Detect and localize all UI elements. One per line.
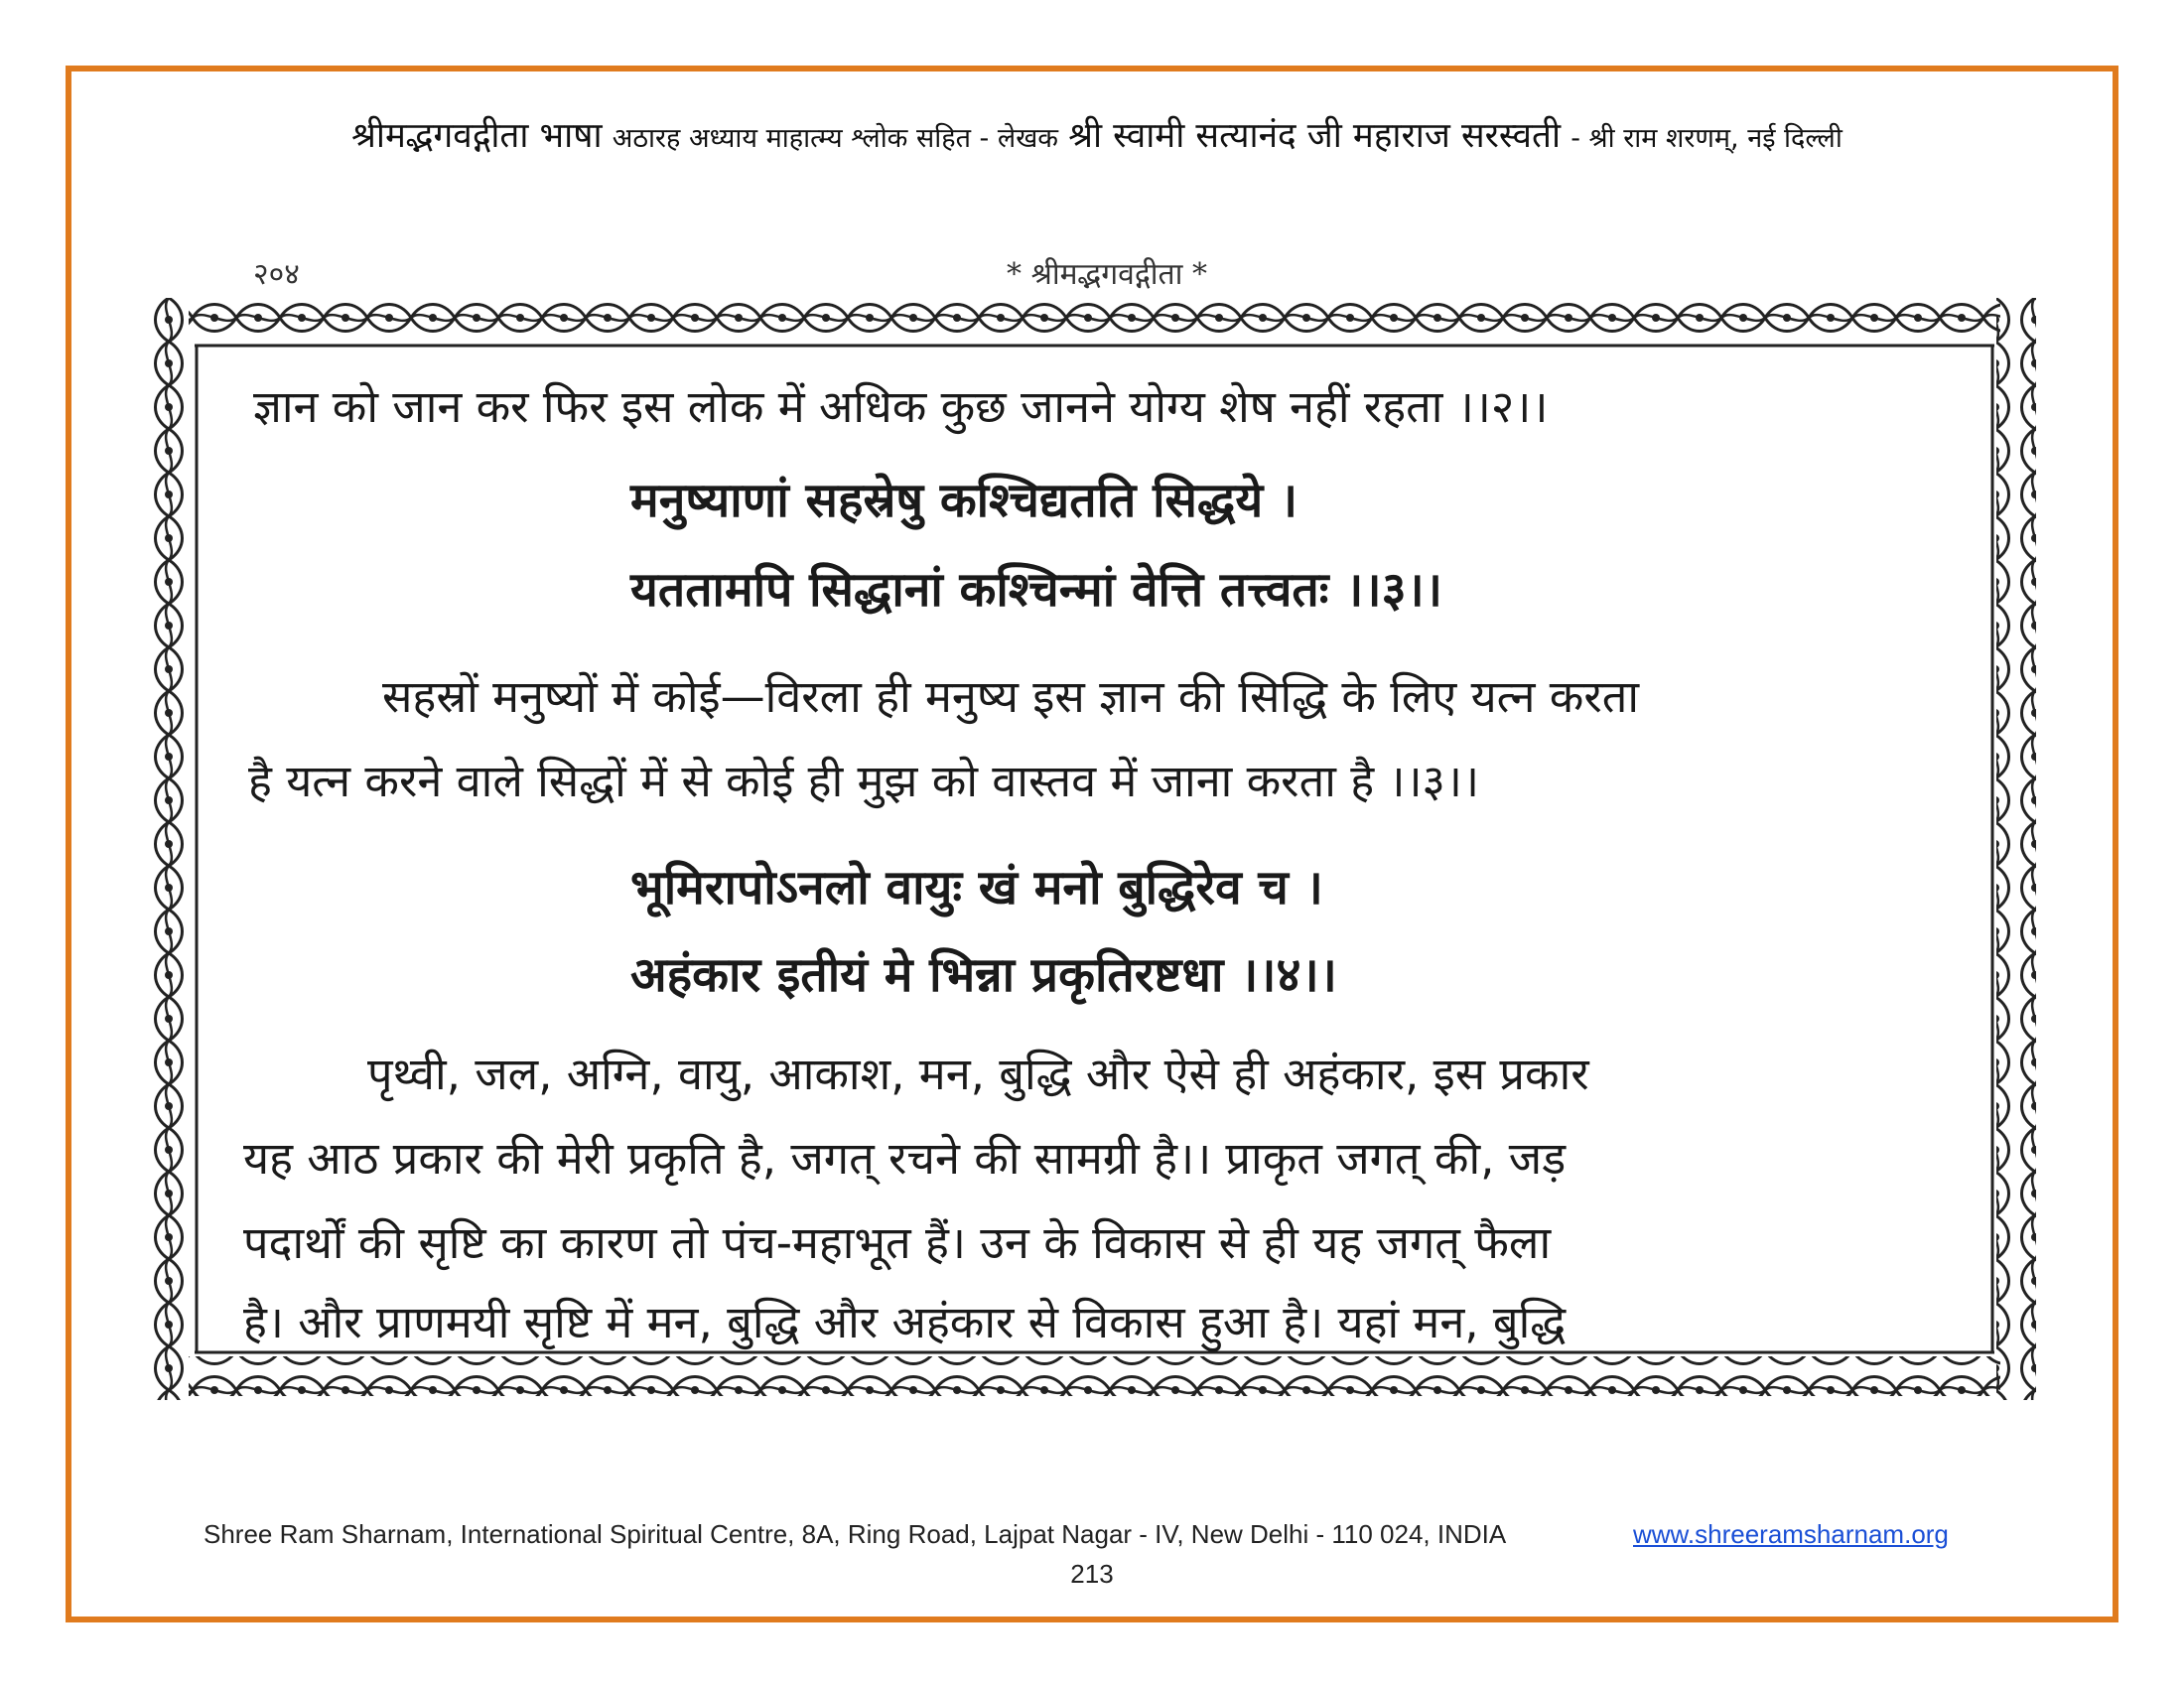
page-number: 213: [1070, 1559, 1114, 1589]
prose-line: है। और प्राणमयी सृष्टि में मन, बुद्धि और अहंकार से विकास हुआ है। यहां मन, बुद्धि: [243, 1296, 1567, 1348]
prose-line: ज्ञान को जान कर फिर इस लोक में अधिक कुछ जानने योग्य शेष नहीं रहता ।।२।।: [253, 380, 1549, 433]
publisher-name: - श्री राम शरणम्, नई दिल्ली: [1570, 123, 1843, 154]
prose-line: सहस्रों मनुष्यों में कोई—विरला ही मनुष्य इस ज्ञान की सिद्धि के लिए यत्न करता: [382, 670, 1640, 723]
prose-line: यह आठ प्रकार की मेरी प्रकृति है, जगत् रचने की सामग्री है।। प्राकृत जगत् की, जड़: [243, 1132, 1567, 1185]
book-title: श्रीमद्भगवद्गीता भाषा: [351, 116, 603, 156]
verse-line: भूमिरापोऽनलो वायुः खं मनो बुद्धिरेव च ।: [630, 860, 1323, 915]
document-header: [109, 111, 2085, 158]
website-link[interactable]: www.shreeramsharnam.org: [1633, 1519, 1949, 1549]
verse-line: यततामपि सिद्धानां कश्चिन्मां वेत्ति तत्त्वतः ।।३।।: [630, 562, 1442, 618]
book-subtitle: अठारह अध्याय माहात्म्य श्लोक सहित - लेखक: [612, 123, 1059, 154]
scan-page-number: २०४: [253, 257, 300, 292]
scanned-page: [149, 298, 2040, 1400]
author-name: श्री स्वामी सत्यानंद जी महाराज सरस्वती: [1068, 116, 1562, 156]
scan-running-title: * श्रीमद्भगवद्गीता *: [1007, 257, 1207, 292]
scan-content: [149, 298, 2040, 1400]
prose-line: पदार्थों की सृष्टि का कारण तो पंच-महाभूत हैं। उन के विकास से ही यह जगत् फैला: [243, 1216, 1552, 1269]
prose-line: पृथ्वी, जल, अग्नि, वायु, आकाश, मन, बुद्धि और ऐसे ही अहंकार, इस प्रकार: [367, 1048, 1589, 1100]
prose-line: है यत्न करने वाले सिद्धों में से कोई ही मुझ को वास्तव में जाना करता है ।।३।।: [248, 755, 1480, 807]
verse-line: मनुष्याणां सहस्रेषु कश्चिद्यतति सिद्धये ।: [630, 473, 1298, 528]
footer-address: Shree Ram Sharnam, International Spiritual Centre, 8A, Ring Road, Lajpat Nagar - IV, New Delhi - 110 024, INDIA: [204, 1519, 1507, 1549]
verse-line: अहंकार इतीयं मे भिन्ना प्रकृतिरष्टधा ।।४।।: [630, 947, 1337, 1003]
